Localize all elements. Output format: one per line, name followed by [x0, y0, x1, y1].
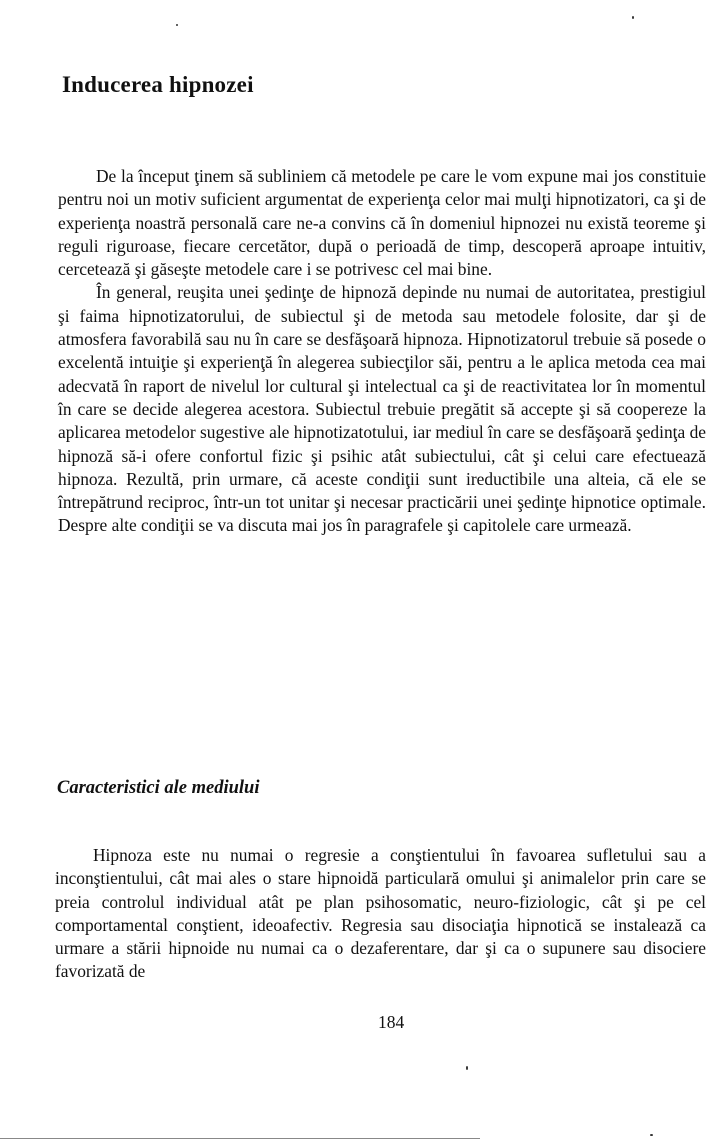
- paragraph: De la început ţinem să subliniem că metodele pe care le vom expune mai jos constituie pentru noi un motiv suficient argumentat de experienţa celor mai mulţi hipnotizatori, ca şi de experienţa noastră personală care ne-a convins că în domeniul hipnozei nu există teoreme şi reguli riguroase, fiecare cercetător, după o perioadă de timp, descoperă aproape intuitiv, cercetează şi găseşte metodele care i se potrivesc cel mai bine.: [58, 166, 706, 280]
- paragraph: În general, reuşita unei şedinţe de hipnoză depinde nu numai de autoritatea, prestigiul şi faima hipnotizatorului, de subiectul şi de metoda sau metodele folosite, dar şi de atmosfera favorabilă sau nu în care se desfăşoară hipnoza. Hipnotizatorul trebuie să posede o excelentă intuiţie şi experienţă în alegerea subiecţilor săi, pentru a le aplica metoda cea mai adecvată în raport de nivelul lor cultural şi intelectual ca şi de reactivitatea lor în momentul în care se decide alegerea acestora. Subiectul trebuie pregătit să accepte şi să coopereze la aplicarea metodelor sugestive ale hipnotizatotului, iar mediul în care se desfăşoară şedinţa de hipnoză să-i ofere confortul fizic şi psihic atât subiectului, cât şi celui care efectuează hipnoza. Rezultă, prin urmare, că aceste condiţii sunt ireductibile una alteia, că ele se întrepătrund reciproc, într-un tot unitar şi necesar practicării unei şedinţe hipnotice optimale. Despre alte condiţii se va discuta mai jos în paragrafele şi capitolele care urmează.: [58, 282, 706, 536]
- scan-speck: [650, 1134, 653, 1136]
- scan-speck: [176, 24, 178, 26]
- section-title: Inducerea hipnozei: [62, 72, 254, 97]
- scan-speck: [632, 16, 634, 19]
- section-body: [58, 165, 706, 538]
- scan-edge-line: [0, 1138, 480, 1139]
- scan-speck: [466, 1066, 468, 1070]
- paragraph: Hipnoza este nu numai o regresie a conştientului în favoarea sufletului sau a inconştientului, cât mai ales o stare hipnoidă particulară omului şi animalelor prin care se preia controlul individual atât pe plan psihosomatic, neuro-fiziologic, cât şi pe cel comportamental conştient, ideoafectiv. Regresia sau disociaţia hipnotică se instalează ca urmare a stării hipnoide nu numai ca o dezaferentare, dar şi ca o supunere sau disociere favorizată de: [55, 845, 706, 982]
- page-number: 184: [378, 1012, 405, 1032]
- subsection-body: [55, 844, 706, 984]
- subsection-title: Caracteristici ale mediului: [57, 778, 260, 798]
